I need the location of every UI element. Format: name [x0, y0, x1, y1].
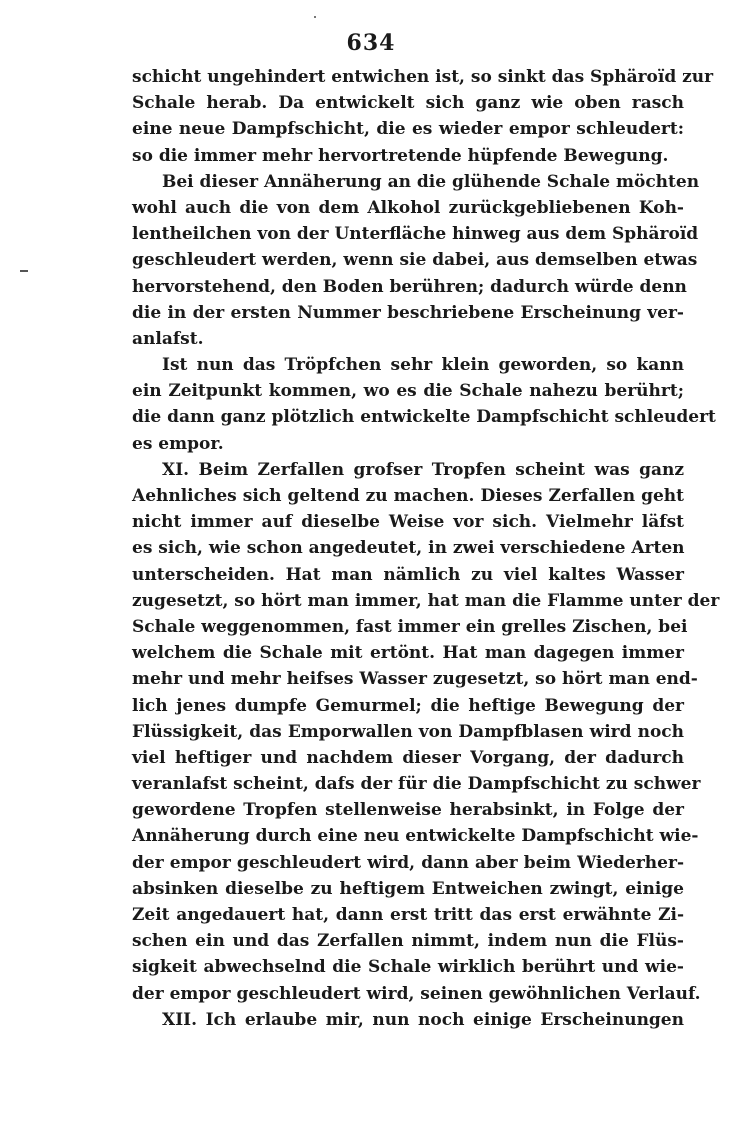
- text-line: unterscheiden. Hat man nämlich zu viel kaltes Wasser: [132, 564, 684, 585]
- text-line: Zeit angedauert hat, dann erst tritt das erst erwähnte Zi-: [132, 905, 684, 925]
- text-line: eine neue Dampfschicht, die es wieder empor schleudert:: [132, 119, 684, 140]
- text-line: welchem die Schale mit ertönt. Hat man dagegen immer: [132, 643, 684, 664]
- text-line: der empor geschleudert wird, seinen gewöhnlichen Verlauf.: [132, 983, 701, 1004]
- text-line: der empor geschleudert wird, dann aber beim Wiederher-: [132, 852, 684, 873]
- scan-speck: [314, 16, 316, 18]
- text-line: geschleudert werden, wenn sie dabei, aus demselben etwas: [132, 250, 698, 271]
- text-line: absinken dieselbe zu heftigem Entweichen zwingt, einige: [132, 878, 684, 899]
- text-line: XI. Beim Zerfallen grofser Tropfen scheint was ganz: [162, 459, 684, 480]
- page-number: 634: [346, 30, 396, 56]
- text-line: die dann ganz plötzlich entwickelte Dampfschicht schleudert: [132, 407, 716, 428]
- text-line: so die immer mehr hervortretende hüpfende Bewegung.: [132, 145, 669, 166]
- margin-mark: [20, 270, 28, 272]
- text-line: gewordene Tropfen stellenweise herabsinkt, in Folge der: [132, 800, 684, 821]
- text-line: Flüssigkeit, das Emporwallen von Dampfblasen wird noch: [132, 721, 684, 742]
- text-line: die in der ersten Nummer beschriebene Erscheinung ver-: [132, 302, 684, 323]
- text-line: schen ein und das Zerfallen nimmt, indem nun die Flüs-: [132, 931, 684, 952]
- text-line: ein Zeitpunkt kommen, wo es die Schale nahezu berührt;: [132, 381, 684, 402]
- body-text: [132, 64, 720, 1033]
- text-line: schicht ungehindert entwichen ist, so sinkt das Sphäroïd zur: [132, 67, 714, 87]
- text-line: es sich, wie schon angedeutet, in zwei verschiedene Arten: [132, 538, 685, 559]
- text-line: lich jenes dumpfe Gemurmel; die heftige Bewegung der: [132, 695, 684, 716]
- text-line: nicht immer auf dieselbe Weise vor sich. Vielmehr läfst: [132, 512, 684, 533]
- text-line: sigkeit abwechselnd die Schale wirklich berührt und wie-: [132, 957, 684, 978]
- text-line: Bei dieser Annäherung an die glühende Schale möchten: [162, 171, 700, 192]
- text-line: Aehnliches sich geltend zu machen. Dieses Zerfallen geht: [132, 486, 684, 506]
- text-line: es empor.: [132, 433, 224, 454]
- text-line: viel heftiger und nachdem dieser Vorgang, der dadurch: [132, 747, 684, 768]
- text-line: veranlafst scheint, dafs der für die Dampfschicht zu schwer: [132, 774, 701, 795]
- text-line: Annäherung durch eine neu entwickelte Dampfschicht wie-: [132, 826, 699, 847]
- text-line: hervorstehend, den Boden berühren; dadurch würde denn: [132, 276, 687, 297]
- text-line: anlafst.: [132, 328, 204, 349]
- text-line: Ist nun das Tröpfchen sehr klein geworden, so kann: [162, 355, 684, 376]
- text-line: wohl auch die von dem Alkohol zurückgebliebenen Koh-: [132, 197, 684, 218]
- text-line: zugesetzt, so hört man immer, hat man die Flamme unter der: [132, 590, 720, 611]
- text-line: XII. Ich erlaube mir, nun noch einige Erscheinungen: [162, 1009, 684, 1030]
- text-line: Schale weggenommen, fast immer ein grelles Zischen, bei: [132, 616, 688, 637]
- text-line: mehr und mehr heifses Wasser zugesetzt, so hört man end-: [132, 669, 698, 690]
- text-line: Schale herab. Da entwickelt sich ganz wie oben rasch: [132, 93, 684, 114]
- text-line: lentheilchen von der Unterfläche hinweg aus dem Sphäroïd: [132, 224, 699, 245]
